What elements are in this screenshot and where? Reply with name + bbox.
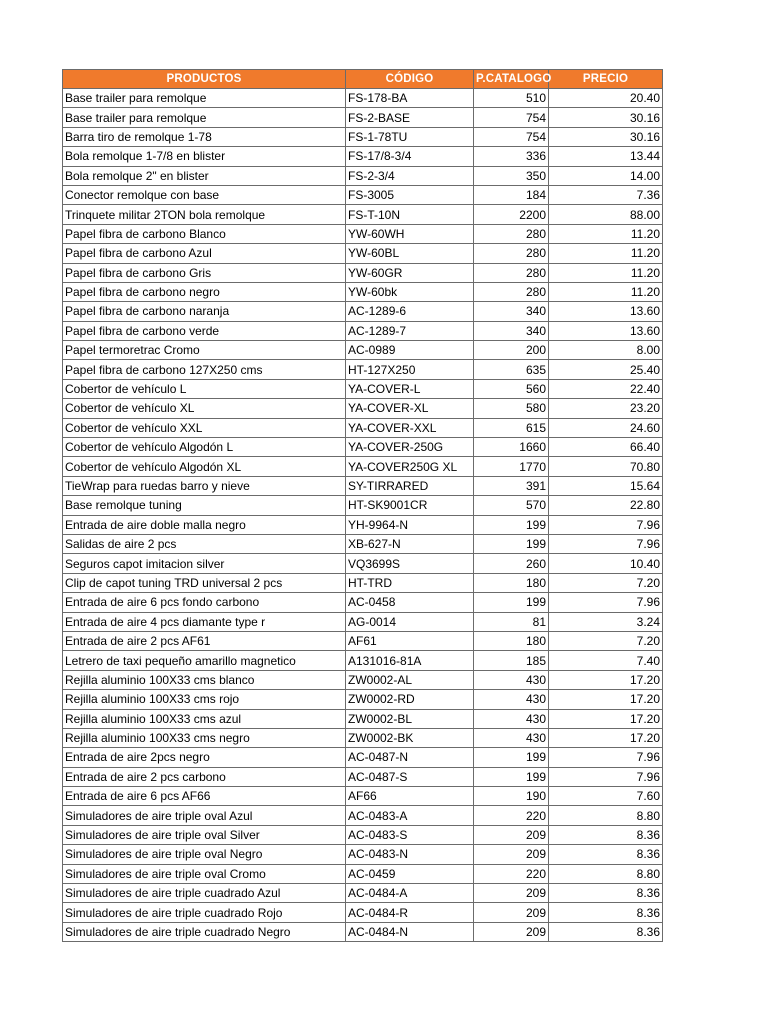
cell-p-catalogo: 209 xyxy=(474,884,549,903)
cell-precio: 7.20 xyxy=(549,631,663,650)
table-row xyxy=(63,282,663,301)
cell-p-catalogo: 635 xyxy=(474,360,549,379)
table-row xyxy=(63,321,663,340)
cell-codigo: AC-0483-S xyxy=(346,825,474,844)
cell-precio: 13.60 xyxy=(549,302,663,321)
cell-p-catalogo: 280 xyxy=(474,263,549,282)
cell-codigo: YA-COVER250G XL xyxy=(346,457,474,476)
cell-precio: 25.40 xyxy=(549,360,663,379)
cell-precio: 15.64 xyxy=(549,476,663,495)
cell-p-catalogo: 580 xyxy=(474,399,549,418)
cell-precio: 8.36 xyxy=(549,884,663,903)
cell-codigo: AC-0484-R xyxy=(346,903,474,922)
table-row xyxy=(63,573,663,592)
cell-precio: 10.40 xyxy=(549,554,663,573)
cell-producto: Base trailer para remolque xyxy=(63,89,346,108)
cell-p-catalogo: 190 xyxy=(474,787,549,806)
cell-codigo: AC-0989 xyxy=(346,341,474,360)
cell-codigo: AC-0458 xyxy=(346,593,474,612)
cell-p-catalogo: 336 xyxy=(474,147,549,166)
cell-codigo: YA-COVER-XL xyxy=(346,399,474,418)
cell-precio: 66.40 xyxy=(549,438,663,457)
cell-p-catalogo: 185 xyxy=(474,651,549,670)
cell-producto: Rejilla aluminio 100X33 cms rojo xyxy=(63,690,346,709)
cell-precio: 8.36 xyxy=(549,922,663,941)
cell-precio: 7.96 xyxy=(549,534,663,553)
cell-codigo: YA-COVER-XXL xyxy=(346,418,474,437)
cell-codigo: SY-TIRRARED xyxy=(346,476,474,495)
table-row xyxy=(63,651,663,670)
cell-producto: Clip de capot tuning TRD universal 2 pcs xyxy=(63,573,346,592)
cell-p-catalogo: 180 xyxy=(474,631,549,650)
cell-p-catalogo: 430 xyxy=(474,709,549,728)
cell-precio: 22.40 xyxy=(549,379,663,398)
cell-p-catalogo: 340 xyxy=(474,302,549,321)
table-row xyxy=(63,263,663,282)
cell-precio: 3.24 xyxy=(549,612,663,631)
cell-p-catalogo: 430 xyxy=(474,728,549,747)
cell-precio: 7.96 xyxy=(549,748,663,767)
cell-p-catalogo: 199 xyxy=(474,534,549,553)
cell-codigo: ZW0002-RD xyxy=(346,690,474,709)
cell-codigo: YW-60bk xyxy=(346,282,474,301)
cell-producto: Entrada de aire 2 pcs carbono xyxy=(63,767,346,786)
table-row xyxy=(63,476,663,495)
cell-producto: Simuladores de aire triple cuadrado Azul xyxy=(63,884,346,903)
cell-p-catalogo: 199 xyxy=(474,515,549,534)
cell-p-catalogo: 2200 xyxy=(474,205,549,224)
cell-codigo: ZW0002-BK xyxy=(346,728,474,747)
cell-producto: Entrada de aire 4 pcs diamante type r xyxy=(63,612,346,631)
cell-codigo: AF66 xyxy=(346,787,474,806)
cell-codigo: VQ3699S xyxy=(346,554,474,573)
table-row xyxy=(63,496,663,515)
cell-producto: Cobertor de vehículo L xyxy=(63,379,346,398)
cell-precio: 23.20 xyxy=(549,399,663,418)
cell-producto: Entrada de aire 2pcs negro xyxy=(63,748,346,767)
cell-precio: 8.80 xyxy=(549,806,663,825)
cell-codigo: ZW0002-AL xyxy=(346,670,474,689)
cell-producto: Entrada de aire 2 pcs AF61 xyxy=(63,631,346,650)
cell-p-catalogo: 209 xyxy=(474,903,549,922)
cell-producto: Papel fibra de carbono negro xyxy=(63,282,346,301)
cell-producto: Papel fibra de carbono 127X250 cms xyxy=(63,360,346,379)
cell-codigo: FS-3005 xyxy=(346,185,474,204)
cell-precio: 11.20 xyxy=(549,282,663,301)
cell-producto: Simuladores de aire triple cuadrado Negro xyxy=(63,922,346,941)
cell-precio: 7.60 xyxy=(549,787,663,806)
cell-precio: 7.96 xyxy=(549,515,663,534)
table-row xyxy=(63,864,663,883)
cell-codigo: YA-COVER-250G xyxy=(346,438,474,457)
cell-codigo: FS-17/8-3/4 xyxy=(346,147,474,166)
cell-p-catalogo: 510 xyxy=(474,89,549,108)
table-row xyxy=(63,379,663,398)
cell-producto: Salidas de aire 2 pcs xyxy=(63,534,346,553)
cell-precio: 8.36 xyxy=(549,845,663,864)
table-row xyxy=(63,108,663,127)
cell-producto: Entrada de aire doble malla negro xyxy=(63,515,346,534)
table-row xyxy=(63,224,663,243)
cell-codigo: AC-0483-N xyxy=(346,845,474,864)
header-p-catalogo: P.CATALOGO xyxy=(474,70,549,89)
cell-producto: Papel fibra de carbono Blanco xyxy=(63,224,346,243)
cell-codigo: AC-0484-A xyxy=(346,884,474,903)
cell-precio: 13.60 xyxy=(549,321,663,340)
cell-precio: 30.16 xyxy=(549,108,663,127)
table-row xyxy=(63,612,663,631)
table-row xyxy=(63,360,663,379)
cell-precio: 7.36 xyxy=(549,185,663,204)
cell-precio: 70.80 xyxy=(549,457,663,476)
header-productos: PRODUCTOS xyxy=(63,70,346,89)
cell-producto: Entrada de aire 6 pcs AF66 xyxy=(63,787,346,806)
cell-codigo: AC-1289-7 xyxy=(346,321,474,340)
cell-p-catalogo: 340 xyxy=(474,321,549,340)
cell-precio: 17.20 xyxy=(549,709,663,728)
table-row xyxy=(63,457,663,476)
cell-producto: Trinquete militar 2TON bola remolque xyxy=(63,205,346,224)
cell-codigo: HT-SK9001CR xyxy=(346,496,474,515)
cell-p-catalogo: 430 xyxy=(474,690,549,709)
cell-producto: Seguros capot imitacion silver xyxy=(63,554,346,573)
price-table xyxy=(62,69,663,942)
table-row xyxy=(63,903,663,922)
cell-precio: 8.36 xyxy=(549,903,663,922)
table-row xyxy=(63,166,663,185)
table-row xyxy=(63,399,663,418)
cell-producto: Papel fibra de carbono naranja xyxy=(63,302,346,321)
cell-precio: 17.20 xyxy=(549,728,663,747)
table-row xyxy=(63,534,663,553)
cell-codigo: AC-1289-6 xyxy=(346,302,474,321)
cell-producto: Base trailer para remolque xyxy=(63,108,346,127)
cell-precio: 14.00 xyxy=(549,166,663,185)
cell-precio: 7.40 xyxy=(549,651,663,670)
cell-codigo: FS-1-78TU xyxy=(346,127,474,146)
cell-p-catalogo: 570 xyxy=(474,496,549,515)
cell-precio: 11.20 xyxy=(549,224,663,243)
cell-producto: Simuladores de aire triple oval Azul xyxy=(63,806,346,825)
cell-p-catalogo: 184 xyxy=(474,185,549,204)
cell-precio: 8.36 xyxy=(549,825,663,844)
cell-codigo: AC-0487-N xyxy=(346,748,474,767)
cell-codigo: FS-T-10N xyxy=(346,205,474,224)
table-row xyxy=(63,554,663,573)
table-row xyxy=(63,922,663,941)
cell-producto: Barra tiro de remolque 1-78 xyxy=(63,127,346,146)
cell-p-catalogo: 430 xyxy=(474,670,549,689)
cell-codigo: A131016-81A xyxy=(346,651,474,670)
cell-p-catalogo: 199 xyxy=(474,748,549,767)
table-row xyxy=(63,89,663,108)
cell-codigo: AC-0484-N xyxy=(346,922,474,941)
table-row xyxy=(63,787,663,806)
cell-precio: 11.20 xyxy=(549,263,663,282)
header-codigo: CÓDIGO xyxy=(346,70,474,89)
cell-producto: Bola remolque 2" en blister xyxy=(63,166,346,185)
cell-p-catalogo: 220 xyxy=(474,864,549,883)
cell-p-catalogo: 391 xyxy=(474,476,549,495)
cell-producto: Bola remolque 1-7/8 en blister xyxy=(63,147,346,166)
table-row xyxy=(63,418,663,437)
table-body xyxy=(63,89,663,942)
cell-producto: Simuladores de aire triple cuadrado Rojo xyxy=(63,903,346,922)
table-row xyxy=(63,748,663,767)
cell-codigo: YW-60GR xyxy=(346,263,474,282)
cell-precio: 8.00 xyxy=(549,341,663,360)
cell-codigo: AC-0487-S xyxy=(346,767,474,786)
cell-producto: Papel termoretrac Cromo xyxy=(63,341,346,360)
table-row xyxy=(63,244,663,263)
cell-precio: 7.96 xyxy=(549,767,663,786)
cell-precio: 17.20 xyxy=(549,690,663,709)
cell-p-catalogo: 280 xyxy=(474,282,549,301)
cell-precio: 88.00 xyxy=(549,205,663,224)
cell-codigo: YW-60BL xyxy=(346,244,474,263)
table-row xyxy=(63,690,663,709)
table-row xyxy=(63,147,663,166)
cell-producto: Entrada de aire 6 pcs fondo carbono xyxy=(63,593,346,612)
cell-precio: 24.60 xyxy=(549,418,663,437)
cell-codigo: YH-9964-N xyxy=(346,515,474,534)
table-row xyxy=(63,631,663,650)
table-row xyxy=(63,205,663,224)
table-row xyxy=(63,670,663,689)
cell-codigo: AF61 xyxy=(346,631,474,650)
table-row xyxy=(63,825,663,844)
table-row xyxy=(63,728,663,747)
cell-producto: Papel fibra de carbono Azul xyxy=(63,244,346,263)
cell-producto: Cobertor de vehículo XL xyxy=(63,399,346,418)
cell-precio: 7.20 xyxy=(549,573,663,592)
table-row xyxy=(63,515,663,534)
cell-producto: Rejilla aluminio 100X33 cms blanco xyxy=(63,670,346,689)
cell-codigo: AC-0459 xyxy=(346,864,474,883)
table-row xyxy=(63,438,663,457)
table-row xyxy=(63,341,663,360)
cell-p-catalogo: 209 xyxy=(474,845,549,864)
cell-precio: 30.16 xyxy=(549,127,663,146)
cell-p-catalogo: 220 xyxy=(474,806,549,825)
cell-p-catalogo: 1770 xyxy=(474,457,549,476)
cell-p-catalogo: 81 xyxy=(474,612,549,631)
table-row xyxy=(63,884,663,903)
cell-producto: Rejilla aluminio 100X33 cms azul xyxy=(63,709,346,728)
cell-producto: Letrero de taxi pequeño amarillo magnetico xyxy=(63,651,346,670)
cell-p-catalogo: 200 xyxy=(474,341,549,360)
cell-codigo: FS-2-BASE xyxy=(346,108,474,127)
cell-producto: Cobertor de vehículo XXL xyxy=(63,418,346,437)
cell-codigo: ZW0002-BL xyxy=(346,709,474,728)
cell-codigo: YW-60WH xyxy=(346,224,474,243)
cell-p-catalogo: 199 xyxy=(474,767,549,786)
cell-codigo: FS-2-3/4 xyxy=(346,166,474,185)
table-row xyxy=(63,185,663,204)
table-header-row xyxy=(63,70,663,89)
cell-codigo: HT-TRD xyxy=(346,573,474,592)
cell-p-catalogo: 615 xyxy=(474,418,549,437)
cell-producto: Conector remolque con base xyxy=(63,185,346,204)
cell-p-catalogo: 280 xyxy=(474,244,549,263)
cell-p-catalogo: 209 xyxy=(474,825,549,844)
cell-producto: Base remolque tuning xyxy=(63,496,346,515)
table-row xyxy=(63,302,663,321)
cell-p-catalogo: 199 xyxy=(474,593,549,612)
cell-precio: 8.80 xyxy=(549,864,663,883)
cell-producto: Cobertor de vehículo Algodón XL xyxy=(63,457,346,476)
cell-precio: 17.20 xyxy=(549,670,663,689)
cell-codigo: HT-127X250 xyxy=(346,360,474,379)
header-precio: PRECIO xyxy=(549,70,663,89)
table-row xyxy=(63,845,663,864)
cell-p-catalogo: 280 xyxy=(474,224,549,243)
cell-p-catalogo: 560 xyxy=(474,379,549,398)
cell-precio: 7.96 xyxy=(549,593,663,612)
cell-p-catalogo: 180 xyxy=(474,573,549,592)
cell-producto: Papel fibra de carbono verde xyxy=(63,321,346,340)
cell-p-catalogo: 260 xyxy=(474,554,549,573)
cell-p-catalogo: 754 xyxy=(474,127,549,146)
cell-producto: Simuladores de aire triple oval Cromo xyxy=(63,864,346,883)
table-row xyxy=(63,127,663,146)
cell-producto: Papel fibra de carbono Gris xyxy=(63,263,346,282)
cell-producto: Simuladores de aire triple oval Negro xyxy=(63,845,346,864)
table-row xyxy=(63,593,663,612)
cell-codigo: AG-0014 xyxy=(346,612,474,631)
cell-codigo: FS-178-BA xyxy=(346,89,474,108)
cell-p-catalogo: 754 xyxy=(474,108,549,127)
table-row xyxy=(63,767,663,786)
cell-producto: TieWrap para ruedas barro y nieve xyxy=(63,476,346,495)
cell-p-catalogo: 209 xyxy=(474,922,549,941)
table-row xyxy=(63,806,663,825)
cell-p-catalogo: 350 xyxy=(474,166,549,185)
cell-precio: 20.40 xyxy=(549,89,663,108)
table-row xyxy=(63,709,663,728)
cell-codigo: YA-COVER-L xyxy=(346,379,474,398)
cell-precio: 13.44 xyxy=(549,147,663,166)
cell-precio: 22.80 xyxy=(549,496,663,515)
cell-producto: Cobertor de vehículo Algodón L xyxy=(63,438,346,457)
cell-producto: Rejilla aluminio 100X33 cms negro xyxy=(63,728,346,747)
cell-p-catalogo: 1660 xyxy=(474,438,549,457)
cell-codigo: XB-627-N xyxy=(346,534,474,553)
cell-codigo: AC-0483-A xyxy=(346,806,474,825)
cell-precio: 11.20 xyxy=(549,244,663,263)
cell-producto: Simuladores de aire triple oval Silver xyxy=(63,825,346,844)
